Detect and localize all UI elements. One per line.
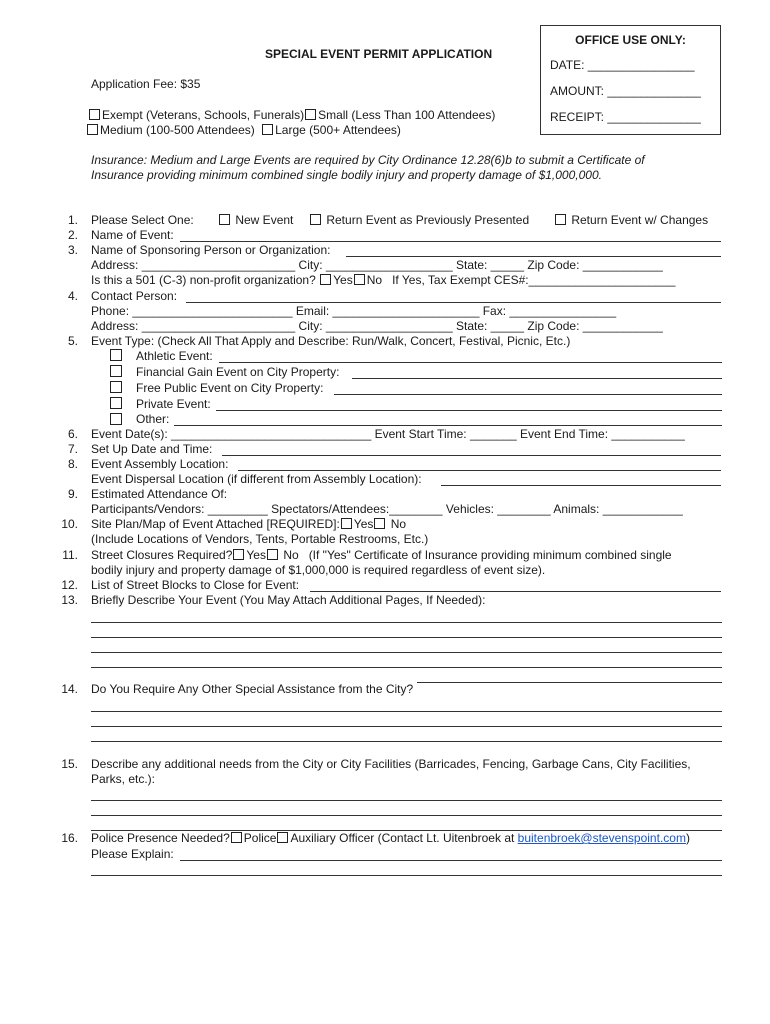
- q7-label: Set Up Date and Time:: [91, 442, 213, 456]
- contact-person-field[interactable]: [186, 302, 721, 303]
- assistance-line[interactable]: [91, 741, 722, 742]
- street-closures-note: (If "Yes" Certificate of Insurance providing minimum combined single: [308, 548, 672, 562]
- site-plan-no-label: No: [390, 517, 407, 531]
- street-closures-row: [91, 548, 672, 562]
- assembly-location-field[interactable]: [238, 470, 721, 471]
- athletic-label: Athletic Event:: [136, 349, 213, 363]
- event-name-field[interactable]: [180, 241, 721, 242]
- q12-label: List of Street Blocks to Close for Event:: [91, 578, 300, 592]
- office-receipt-field[interactable]: RECEIPT: ______________: [550, 110, 701, 124]
- attendance-field[interactable]: Participants/Vendors: _________ Spectators/Attendees:________ Vehicles: ________ Animals: ____________: [91, 502, 683, 516]
- question-number: 10.: [61, 517, 78, 531]
- street-closures-yes-checkbox[interactable]: [233, 549, 244, 560]
- form-title: SPECIAL EVENT PERMIT APPLICATION: [265, 47, 493, 61]
- insurance-note-line-1: Insurance: Medium and Large Events are required by City Ordinance 12.28(6)b to submit a Certificate of: [91, 153, 645, 167]
- private-label: Private Event:: [136, 397, 211, 411]
- medium-label: Medium (100-500 Attendees): [100, 123, 255, 137]
- office-use-title: OFFICE USE ONLY:: [575, 33, 686, 47]
- nonprofit-yes-checkbox[interactable]: [320, 274, 331, 285]
- return-presented-label: Return Event as Previously Presented: [326, 213, 530, 227]
- small-label: Small (Less Than 100 Attendees): [318, 108, 496, 122]
- financial-field[interactable]: [352, 378, 722, 379]
- q11-label: Street Closures Required?: [91, 548, 233, 562]
- close-paren: ): [685, 831, 690, 845]
- question-number: 14.: [61, 682, 78, 696]
- q10-label: Site Plan/Map of Event Attached [REQUIRED]:: [91, 517, 340, 531]
- size-options-row-2: [86, 123, 401, 137]
- q1-label: Please Select One:: [91, 213, 194, 227]
- other-checkbox[interactable]: [110, 413, 122, 425]
- q1-new-event-option: [218, 213, 293, 227]
- financial-checkbox[interactable]: [110, 365, 122, 377]
- nonprofit-no-checkbox[interactable]: [354, 274, 365, 285]
- small-checkbox[interactable]: [305, 109, 316, 120]
- dispersal-location-field[interactable]: [441, 485, 721, 486]
- site-plan-yes-label: Yes: [353, 517, 374, 531]
- return-changes-checkbox[interactable]: [555, 214, 566, 225]
- office-date-field[interactable]: DATE: ________________: [550, 58, 695, 72]
- exempt-checkbox[interactable]: [89, 109, 100, 120]
- q15-label: Describe any additional needs from the City or City Facilities (Barricades, Fencing, Garbage Cans, City Facilities,: [91, 757, 691, 771]
- nonprofit-row: [91, 273, 675, 287]
- q5-label: Event Type: (Check All That Apply and Describe: Run/Walk, Concert, Festival, Picnic, Etc.): [91, 334, 571, 348]
- question-number: 12.: [61, 578, 78, 592]
- q1-return-changes-option: [554, 213, 708, 227]
- auxiliary-label: Auxiliary Officer (Contact Lt. Uitenbroek at: [290, 831, 515, 845]
- q4-label: Contact Person:: [91, 289, 178, 303]
- return-presented-checkbox[interactable]: [310, 214, 321, 225]
- street-closures-note-2: bodily injury and property damage of $1,000,000 is required regardless of event size).: [91, 563, 546, 577]
- police-row: [91, 831, 690, 845]
- q13-label: Briefly Describe Your Event (You May Attach Additional Pages, If Needed):: [91, 593, 486, 607]
- assistance-line[interactable]: [91, 711, 722, 712]
- setup-date-field[interactable]: [222, 455, 721, 456]
- question-number: 2.: [67, 228, 78, 242]
- sponsor-name-field[interactable]: [346, 256, 721, 257]
- office-amount-field[interactable]: AMOUNT: ______________: [550, 84, 701, 98]
- question-number: 7.: [67, 442, 78, 456]
- question-number: 9.: [67, 487, 78, 501]
- question-number: 11.: [62, 548, 78, 562]
- event-date-time-field[interactable]: Event Date(s): ______________________________ Event Start Time: _______ Event End Time: ___________: [91, 427, 685, 441]
- medium-checkbox[interactable]: [87, 124, 98, 135]
- site-plan-note: (Include Locations of Vendors, Tents, Portable Restrooms, Etc.): [91, 532, 429, 546]
- site-plan-no-checkbox[interactable]: [374, 518, 385, 529]
- private-checkbox[interactable]: [110, 397, 122, 409]
- description-line[interactable]: [91, 652, 722, 653]
- application-fee: Application Fee: $35: [91, 77, 201, 91]
- other-label: Other:: [136, 412, 170, 426]
- police-label: Police: [243, 831, 277, 845]
- question-number: 15.: [61, 757, 78, 771]
- insurance-note-line-2: Insurance providing minimum combined single bodily injury and property damage of $1,000,000.: [91, 168, 602, 182]
- question-number: 4.: [67, 289, 78, 303]
- street-closures-yes-label: Yes: [246, 548, 266, 562]
- description-line[interactable]: [91, 667, 722, 668]
- contact-email-link[interactable]: buitenbroek@stevenspoint.com: [517, 831, 686, 845]
- q15-label-2: Parks, etc.):: [91, 772, 156, 786]
- street-closures-no-label: No: [283, 548, 299, 562]
- question-number: 1.: [67, 213, 78, 227]
- question-number: 6.: [67, 427, 78, 441]
- site-plan-yes-checkbox[interactable]: [341, 518, 352, 529]
- question-number: 8.: [67, 457, 78, 471]
- additional-needs-line[interactable]: [91, 815, 722, 816]
- question-number: 16.: [61, 831, 78, 845]
- question-number: 5.: [67, 334, 78, 348]
- other-field[interactable]: [174, 425, 722, 426]
- q3-label: Name of Sponsoring Person or Organization:: [91, 243, 331, 257]
- office-use-box: [540, 25, 721, 135]
- q2-label: Name of Event:: [91, 228, 174, 242]
- large-checkbox[interactable]: [262, 124, 273, 135]
- tax-exempt-field[interactable]: If Yes, Tax Exempt CES#:______________________: [392, 273, 676, 287]
- police-explain-field[interactable]: [180, 860, 722, 861]
- contact-phone-email-fax-field[interactable]: Phone: ________________________ Email: ______________________ Fax: ________________: [91, 304, 617, 318]
- athletic-checkbox[interactable]: [110, 349, 122, 361]
- free-public-label: Free Public Event on City Property:: [136, 381, 324, 395]
- exempt-label: Exempt (Veterans, Schools, Funerals): [102, 108, 305, 122]
- financial-label: Financial Gain Event on City Property:: [136, 365, 340, 379]
- question-number: 13.: [61, 593, 78, 607]
- q8-label: Event Assembly Location:: [91, 457, 229, 471]
- question-number: 3.: [67, 243, 78, 257]
- site-plan-row: [91, 517, 406, 531]
- size-options-row-1: [88, 108, 495, 122]
- description-line[interactable]: [91, 637, 722, 638]
- new-event-checkbox[interactable]: [219, 214, 230, 225]
- new-event-label: New Event: [235, 213, 294, 227]
- additional-needs-line[interactable]: [91, 800, 722, 801]
- q1-return-presented-option: [309, 213, 529, 227]
- nonprofit-no-label: No: [366, 273, 383, 287]
- nonprofit-yes-label: Yes: [333, 273, 353, 287]
- police-checkbox[interactable]: [231, 832, 242, 843]
- police-explain-line[interactable]: [91, 875, 722, 876]
- private-field[interactable]: [216, 410, 722, 411]
- athletic-field[interactable]: [219, 362, 722, 363]
- q16-label: Police Presence Needed?: [91, 831, 230, 845]
- free-public-field[interactable]: [334, 394, 722, 395]
- assistance-line[interactable]: [91, 726, 722, 727]
- description-line[interactable]: [91, 622, 722, 623]
- street-blocks-field[interactable]: [310, 591, 721, 592]
- return-changes-label: Return Event w/ Changes: [571, 213, 709, 227]
- street-closures-no-checkbox[interactable]: [267, 549, 278, 560]
- large-label: Large (500+ Attendees): [275, 123, 401, 137]
- q9-label: Estimated Attendance Of:: [91, 487, 228, 501]
- dispersal-label: Event Dispersal Location (if different from Assembly Location):: [91, 472, 422, 486]
- q14-label: Do You Require Any Other Special Assistance from the City?: [91, 682, 417, 696]
- nonprofit-question: Is this a 501 (C-3) non-profit organization?: [91, 273, 316, 287]
- auxiliary-checkbox[interactable]: [277, 832, 288, 843]
- free-public-checkbox[interactable]: [110, 381, 122, 393]
- police-explain-label: Please Explain:: [91, 847, 174, 861]
- sponsor-address-field[interactable]: Address: _______________________ City: ___________________ State: _____ Zip Code: ____________: [91, 258, 663, 272]
- contact-address-field[interactable]: Address: _______________________ City: ___________________ State: _____ Zip Code: ____________: [91, 319, 663, 333]
